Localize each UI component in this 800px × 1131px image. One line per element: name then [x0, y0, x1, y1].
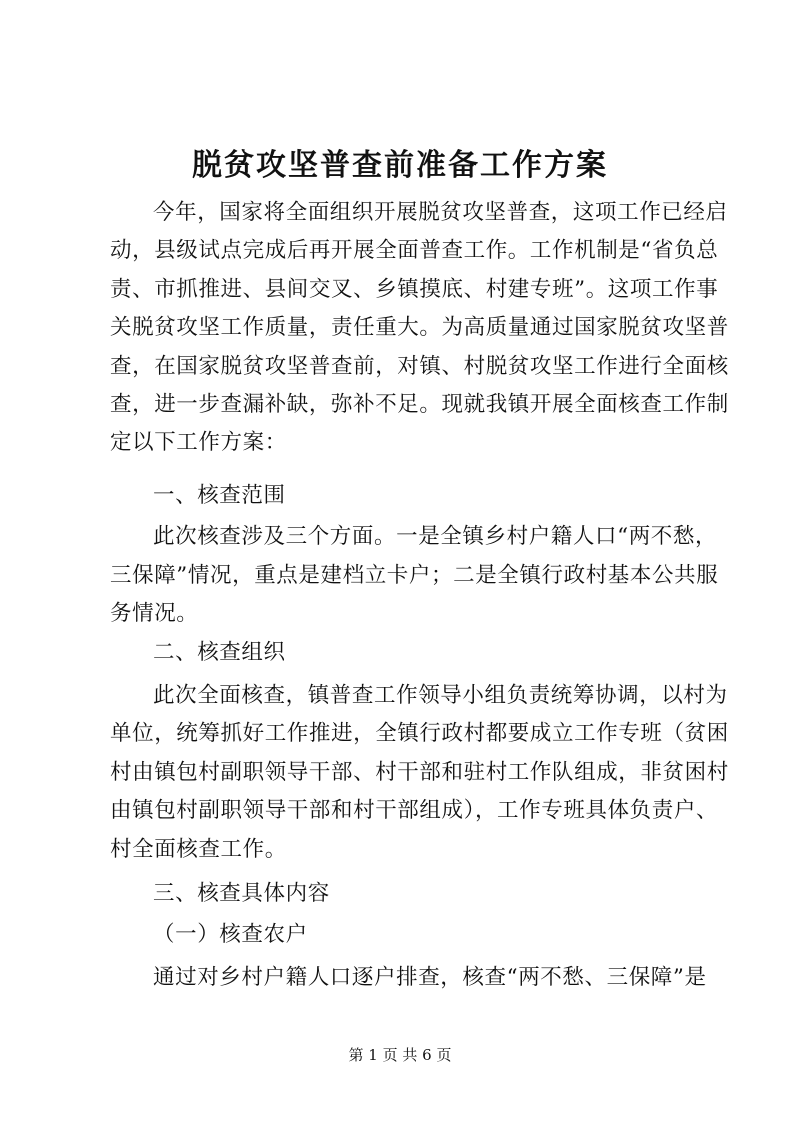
paragraph-line: 单位，统筹抓好工作推进，全镇行政村都要成立工作专班（贫困 [110, 721, 729, 746]
paragraph-line: 查，进一步查漏补缺，弥补不足。现就我镇开展全面核查工作制 [110, 392, 729, 417]
paragraph-line: 通过对乡村户籍人口逐户排查，核查“两不愁、三保障”是 [153, 965, 707, 990]
paragraph-line: 由镇包村副职领导干部和村干部组成），工作专班具体负责户、 [110, 798, 719, 823]
page-footer: 第 1 页 共 6 页 [348, 1046, 452, 1064]
paragraph-line: 今年，国家将全面组织开展脱贫攻坚普查，这项工作已经启 [153, 200, 728, 225]
paragraph-line: 动，县级试点完成后再开展全面普查工作。工作机制是“省负总 [110, 238, 719, 263]
paragraph-line: 查，在国家脱贫攻坚普查前，对镇、村脱贫攻坚工作进行全面核 [110, 354, 729, 379]
paragraph-line: 此次核查涉及三个方面。一是全镇乡村户籍人口“两不愁， [153, 524, 718, 549]
paragraph-line: 三保障”情况，重点是建档立卡户；二是全镇行政村基本公共服 [110, 563, 719, 588]
paragraph-line: 关脱贫攻坚工作质量，责任重大。为高质量通过国家脱贫攻坚普 [110, 315, 729, 340]
section-heading: 二、核查组织 [153, 640, 286, 665]
paragraph-line: 村全面核查工作。 [110, 837, 287, 862]
document-title: 脱贫攻坚普查前准备工作方案 [192, 148, 608, 183]
section-heading: 三、核查具体内容 [153, 881, 330, 906]
paragraph-line: 务情况。 [110, 601, 199, 626]
paragraph-line: 责、市抓推进、县间交叉、乡镇摸底、村建专班”。这项工作事 [110, 277, 719, 302]
subsection-heading: （一）核查农户 [153, 922, 308, 947]
paragraph-line: 村由镇包村副职领导干部、村干部和驻村工作队组成，非贫困村 [110, 760, 729, 785]
paragraph-line: 此次全面核查，镇普查工作领导小组负责统筹协调，以村为 [153, 683, 728, 708]
section-heading: 一、核查范围 [153, 483, 286, 508]
paragraph-line: 定以下工作方案： [110, 430, 287, 455]
